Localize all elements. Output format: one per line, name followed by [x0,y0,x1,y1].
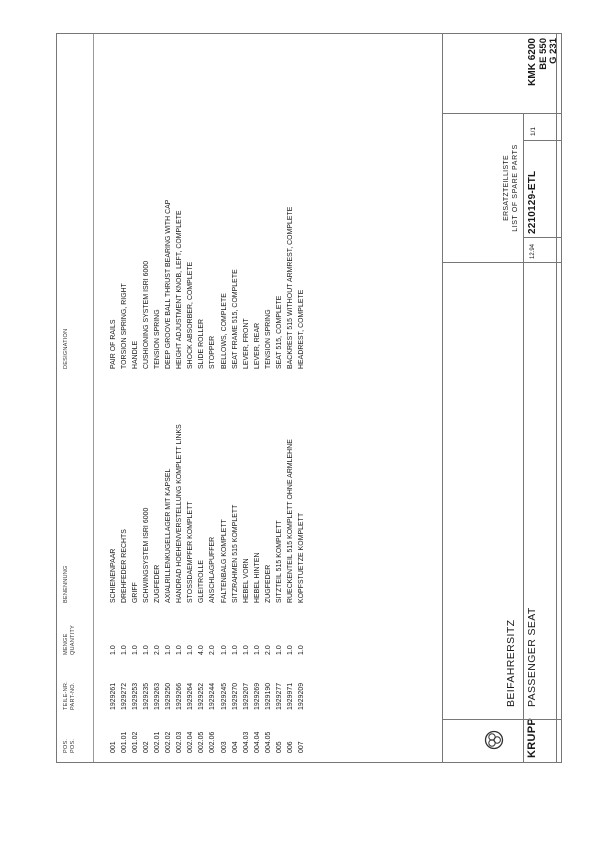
row-pos: 002 [143,741,151,753]
row-part-no: 1929244 [209,682,217,710]
row-pos: 002.05 [198,731,206,753]
table-row [186,34,196,762]
table-row [208,34,218,762]
row-quantity: 2.0 [209,645,217,655]
title-de: BEIFAHRERSITZ [505,619,517,707]
row-benennung: FALTENBALG KOMPLETT [220,519,228,603]
row-pos: 002.06 [209,731,217,753]
row-quantity: 1.0 [253,645,261,655]
row-designation: DEEP GROOVE BALL THRUST BEARING WITH CAP [165,199,173,369]
table-row [153,34,163,762]
row-benennung: KOPFSTUETZE KOMPLETT [297,512,305,603]
row-designation: LEVER, FRONT [242,318,250,369]
row-pos: 004 [231,741,239,753]
row-benennung: STOSSDAEMPFER KOMPLETT [187,501,195,603]
row-benennung: HEBEL HINTEN [253,552,261,603]
row-part-no: 1929270 [231,682,239,710]
table-row [120,34,130,762]
row-benennung: ZUGFEDER [154,564,162,603]
row-part-no: 1929277 [275,682,283,710]
row-benennung: SCHWINGSYSTEM ISRI 6000 [143,507,151,603]
row-designation: BACKREST 515 WITHOUT ARMREST, COMPLETE [286,206,294,369]
row-pos: 002.03 [176,731,184,753]
table-row [231,34,241,762]
brand-name: KRUPP [526,717,538,758]
row-designation: SHOCK ABSORBER, COMPLETE [187,261,195,369]
row-designation: SLIDE ROLLER [198,318,206,369]
title-cell [442,262,562,720]
header-divider [93,34,94,762]
row-benennung: ZUGFEDER [264,564,272,603]
col-header-part [63,681,77,710]
row-quantity: 1.0 [110,645,117,655]
table-row [297,34,307,762]
row-quantity: 4.0 [198,645,206,655]
row-benennung: DREHFEDER RECHTS [121,529,129,603]
row-designation: CUSHIONING SYSTEM ISRI 6000 [143,260,151,369]
row-benennung: HANDRAD HOEHENVERSTELLUNG KOMPLETT LINKS [176,424,184,603]
row-benennung: RUECKENTEIL 515 KOMPLETT OHNE ARMLEHNE [286,439,294,603]
row-pos: 001.02 [132,731,140,753]
row-designation: STOPPER [209,335,217,369]
col-header-en-text: DESIGNATION [63,328,69,369]
row-designation: LEVER, REAR [253,322,261,369]
row-pos: 002.01 [154,731,162,753]
row-part-no: 1929245 [220,682,228,710]
row-pos: 001.01 [121,731,129,753]
row-part-no: 1929263 [154,682,162,710]
row-part-no: 1929190 [264,682,272,710]
row-pos: 007 [297,741,305,753]
row-benennung: ANSCHLAGPUFFER [209,536,217,603]
model-cell [442,33,562,114]
row-pos: 002.02 [165,731,173,753]
row-quantity: 1.0 [143,645,151,655]
row-pos: 004.05 [264,731,272,753]
col-header-qty-de: MENGE [63,633,69,655]
row-part-no: 1929261 [110,682,117,710]
row-benennung: SCHIENENPAAR [110,548,117,603]
table-row [175,34,185,762]
col-header-qty [63,625,77,655]
row-quantity: 1.0 [176,645,184,655]
row-benennung: SITZTEIL 515 KOMPLETT [275,520,283,603]
row-quantity: 1.0 [220,645,228,655]
title-block [442,33,562,763]
row-part-no: 1929252 [198,682,206,710]
row-pos: 001 [110,741,117,753]
row-pos: 004.04 [253,731,261,753]
row-pos: 005 [275,741,283,753]
row-part-no: 1929264 [187,682,195,710]
row-designation: TENSION SPRING [154,309,162,369]
row-part-no: 1929971 [286,682,294,710]
doc-date: 12.94 [530,243,536,259]
table-row [242,34,252,762]
row-quantity: 1.0 [132,645,140,655]
table-row [220,34,230,762]
row-quantity: 1.0 [297,645,305,655]
logo-cell [442,719,562,763]
table-row [142,34,152,762]
row-designation: SEAT 515, COMPLETE [275,295,283,369]
row-quantity: 2.0 [154,645,162,655]
table-row [264,34,274,762]
col-header-qty-en: QUANTITY [70,625,76,655]
row-designation: HEIGHT ADJUSTMENT KNOB, LEFT, COMPLETE [176,210,184,369]
col-header-designation [63,329,70,369]
table-row [197,34,207,762]
row-designation: HEADREST, COMPLETE [297,289,305,369]
table-row [275,34,285,762]
row-part-no: 1929253 [132,682,140,710]
doc-info-cell [442,113,562,263]
krupp-rings-icon [483,729,505,751]
col-header-de-text: BENENNUNG [63,565,69,603]
table-row [164,34,174,762]
row-pos: 006 [286,741,294,753]
model-number: KMK 6200 [527,38,538,86]
row-pos: 003 [220,741,228,753]
row-part-no: 1929209 [297,682,305,710]
row-designation: SEAT FRAME 515, COMPLETE [231,269,239,369]
row-benennung: AXIALRILLENKUGELLAGER MIT KAPSEL [165,468,173,603]
row-part-no: 1929269 [253,682,261,710]
row-quantity: 1.0 [165,645,173,655]
col-header-benennung [63,565,70,603]
table-row [286,34,296,762]
row-designation: PAIR OF RAILS [110,319,117,369]
row-designation: TENSION SPRING [264,309,272,369]
row-benennung: GRIFF [132,582,140,603]
sub-group-number: G 231 [548,38,559,64]
table-row [109,34,119,762]
list-title-de: ERSATZTEILLISTE [503,155,510,221]
row-benennung: HEBEL VORN [242,558,250,603]
row-quantity: 1.0 [286,645,294,655]
col-header-pos [63,739,77,753]
list-title-en: LIST OF SPARE PARTS [512,144,519,232]
doc-number: 2210129-ETL [527,170,538,234]
row-part-no: 1929235 [143,682,151,710]
row-benennung: GLEITROLLE [198,559,206,603]
col-header-part-de: TEILE-NR. [63,681,69,710]
row-pos: 002.04 [187,731,195,753]
col-header-part-en: PART-NO. [70,682,76,710]
row-part-no: 1929250 [165,682,173,710]
title-en: PASSENGER SEAT [526,607,538,707]
row-part-no: 1929207 [242,682,250,710]
col-header-pos-en: POS. [70,738,76,753]
col-header-pos-de: POS. [63,738,69,753]
row-quantity: 1.0 [187,645,195,655]
row-pos: 004.03 [242,731,250,753]
sheet-number: 1/1 [530,126,537,136]
row-designation: HANDLE [132,340,140,369]
table-row [131,34,141,762]
row-designation: BELLOWS, COMPLETE [220,293,228,369]
group-number: BE 550 [538,38,549,70]
row-quantity: 1.0 [121,645,129,655]
row-quantity: 1.0 [242,645,250,655]
row-benennung: SITZRAHMEN 515 KOMPLETT [231,504,239,603]
row-quantity: 1.0 [231,645,239,655]
table-row [253,34,263,762]
row-part-no: 1929266 [176,682,184,710]
row-quantity: 2.0 [264,645,272,655]
row-designation: TORSION SPRING, RIGHT [121,283,129,369]
row-part-no: 1929272 [121,682,129,710]
row-quantity: 1.0 [275,645,283,655]
